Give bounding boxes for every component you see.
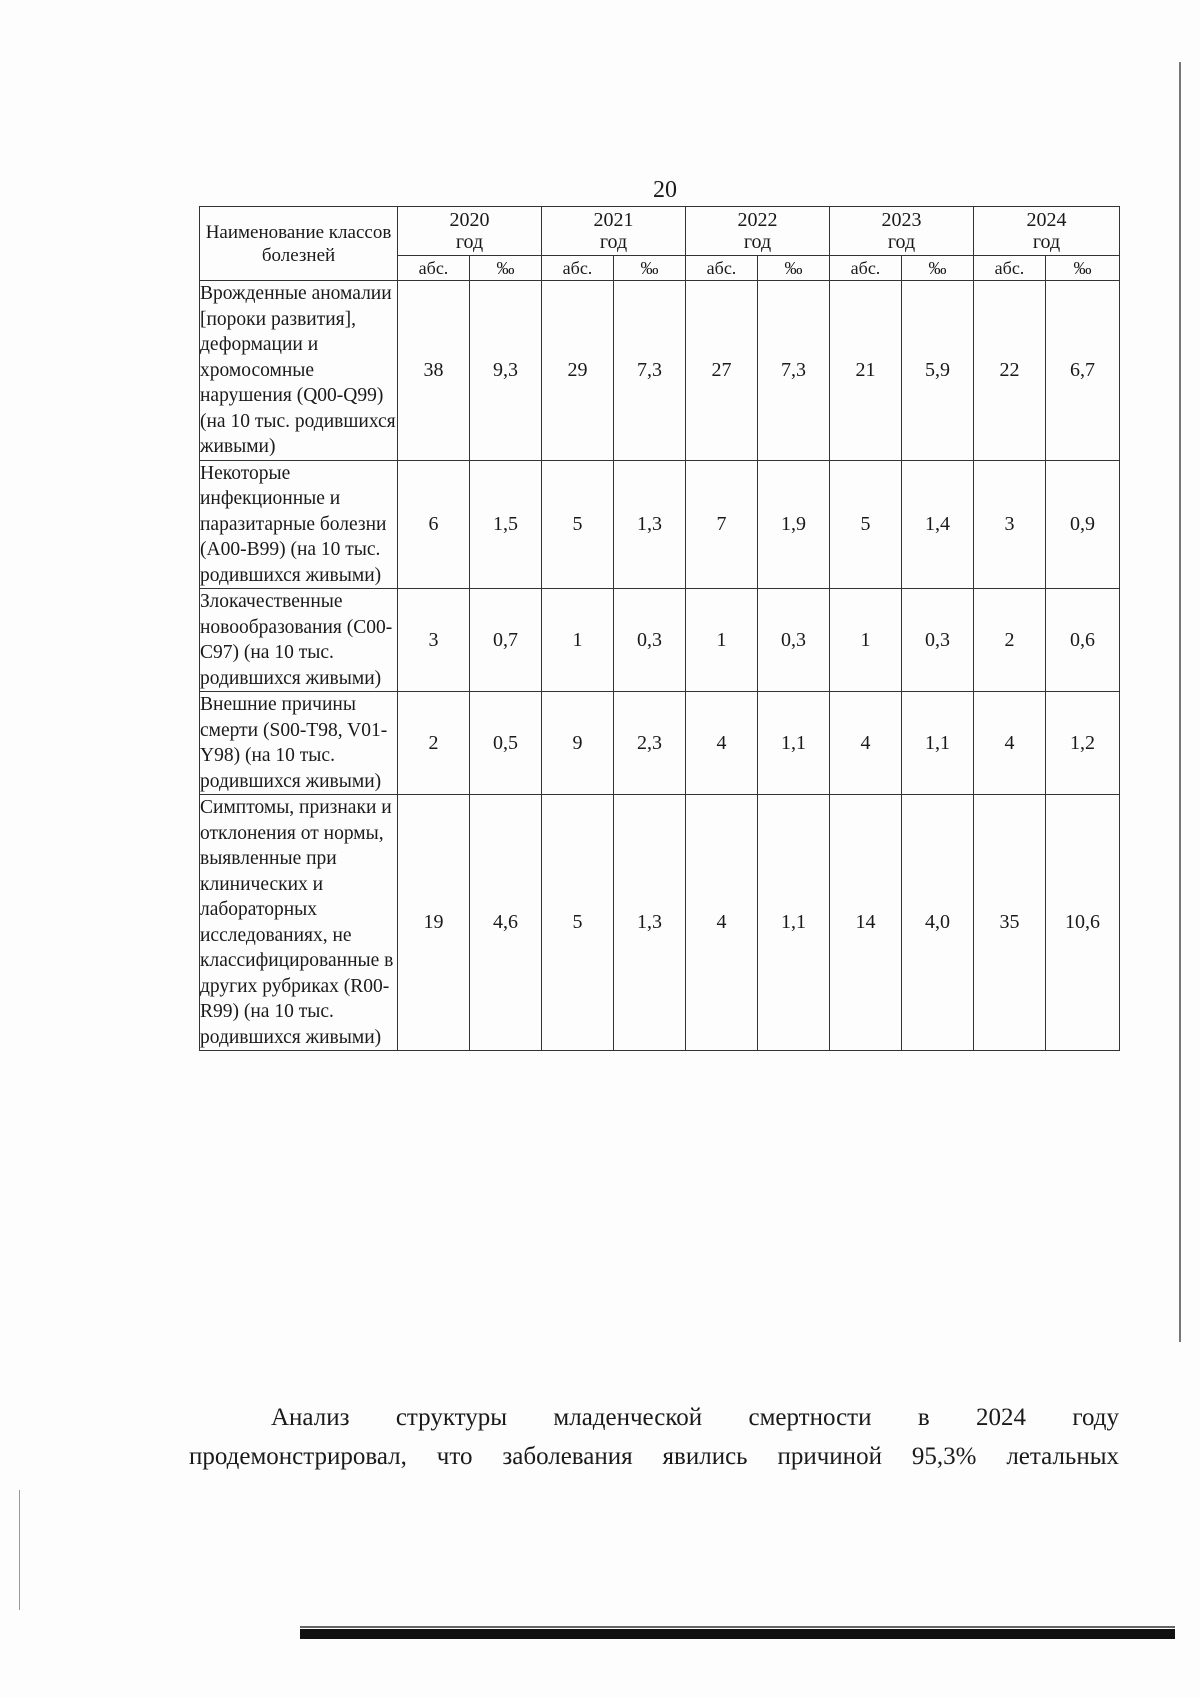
value-abs: 9 — [542, 692, 614, 795]
scan-bottom-bar — [300, 1629, 1175, 1639]
value-abs: 7 — [686, 460, 758, 589]
value-rate: 0,3 — [902, 589, 974, 692]
scan-bottom-line — [300, 1626, 1175, 1628]
table-header-row — [200, 207, 1120, 256]
year-label: 2020 — [449, 209, 490, 231]
value-rate: 1,5 — [470, 460, 542, 589]
value-rate: 0,7 — [470, 589, 542, 692]
value-abs: 1 — [830, 589, 902, 692]
value-rate: 6,7 — [1046, 281, 1120, 461]
column-header-year — [542, 207, 686, 256]
subheader-abs: абс. — [686, 256, 758, 281]
value-abs: 22 — [974, 281, 1046, 461]
scan-edge-line-left — [19, 1490, 20, 1610]
value-rate: 7,3 — [758, 281, 830, 461]
value-rate: 1,3 — [614, 795, 686, 1051]
value-abs: 1 — [686, 589, 758, 692]
value-abs: 35 — [974, 795, 1046, 1051]
value-abs: 4 — [974, 692, 1046, 795]
subheader-abs: абс. — [830, 256, 902, 281]
disease-class-name: Некоторые инфекционные и паразитарные болезни (A00-B99) (на 10 тыс. родившихся живыми) — [200, 460, 398, 589]
value-rate: 0,3 — [758, 589, 830, 692]
disease-class-name: Злокачественные новообразования (C00-C97) (на 10 тыс. родившихся живыми) — [200, 589, 398, 692]
column-header-year — [974, 207, 1120, 256]
disease-class-name: Внешние причины смерти (S00-T98, V01-Y98) (на 10 тыс. родившихся живыми) — [200, 692, 398, 795]
year-label: 2023 — [881, 209, 922, 231]
value-abs: 3 — [974, 460, 1046, 589]
value-abs: 1 — [542, 589, 614, 692]
value-abs: 2 — [398, 692, 470, 795]
subheader-rate: ‰ — [1046, 256, 1120, 281]
page-number: 20 — [653, 177, 677, 203]
table-row — [200, 589, 1120, 692]
value-rate: 4,0 — [902, 795, 974, 1051]
year-label: 2021 — [593, 209, 634, 231]
body-paragraph — [189, 1398, 1119, 1476]
subheader-abs: абс. — [542, 256, 614, 281]
year-unit: год — [599, 231, 628, 253]
value-abs: 38 — [398, 281, 470, 461]
value-abs: 27 — [686, 281, 758, 461]
paragraph-line-2: продемонстрировал, что заболевания явились причиной 95,3% летальных — [189, 1443, 1119, 1470]
value-rate: 1,1 — [902, 692, 974, 795]
subheader-rate: ‰ — [614, 256, 686, 281]
value-abs: 4 — [830, 692, 902, 795]
value-abs: 4 — [686, 692, 758, 795]
disease-class-name: Врожденные аномалии [пороки развития], деформации и хромосомные нарушения (Q00-Q99) (на 10 тыс. родившихся живыми) — [200, 281, 398, 461]
disease-class-name: Симптомы, признаки и отклонения от нормы, выявленные при клинических и лабораторных исследованиях, не классифицированные в других рубриках (R00-R99) (на 10 тыс. родившихся живыми) — [200, 795, 398, 1051]
value-abs: 29 — [542, 281, 614, 461]
year-unit: год — [455, 231, 484, 253]
table-row — [200, 795, 1120, 1051]
value-abs: 3 — [398, 589, 470, 692]
value-rate: 7,3 — [614, 281, 686, 461]
table-row — [200, 460, 1120, 589]
value-rate: 1,9 — [758, 460, 830, 589]
value-abs: 2 — [974, 589, 1046, 692]
value-rate: 1,1 — [758, 795, 830, 1051]
paragraph-line-1: Анализ структуры младенческой смертности в 2024 году — [271, 1404, 1119, 1431]
column-header-year — [398, 207, 542, 256]
year-unit: год — [743, 231, 772, 253]
column-header-year — [830, 207, 974, 256]
value-rate: 9,3 — [470, 281, 542, 461]
value-abs: 14 — [830, 795, 902, 1051]
column-header-year — [686, 207, 830, 256]
value-rate: 0,5 — [470, 692, 542, 795]
value-rate: 0,3 — [614, 589, 686, 692]
value-abs: 21 — [830, 281, 902, 461]
value-abs: 5 — [542, 795, 614, 1051]
subheader-rate: ‰ — [470, 256, 542, 281]
value-abs: 5 — [542, 460, 614, 589]
subheader-abs: абс. — [974, 256, 1046, 281]
value-rate: 5,9 — [902, 281, 974, 461]
year-unit: год — [887, 231, 916, 253]
value-abs: 5 — [830, 460, 902, 589]
value-rate: 1,3 — [614, 460, 686, 589]
value-rate: 1,2 — [1046, 692, 1120, 795]
value-rate: 0,6 — [1046, 589, 1120, 692]
column-header-name: Наименование классов болезней — [200, 207, 398, 281]
value-rate: 10,6 — [1046, 795, 1120, 1051]
table-row — [200, 281, 1120, 461]
mortality-table — [199, 206, 1120, 1051]
year-label: 2024 — [1026, 209, 1067, 231]
value-rate: 1,1 — [758, 692, 830, 795]
value-rate: 1,4 — [902, 460, 974, 589]
subheader-rate: ‰ — [758, 256, 830, 281]
subheader-rate: ‰ — [902, 256, 974, 281]
subheader-abs: абс. — [398, 256, 470, 281]
year-label: 2022 — [737, 209, 778, 231]
scan-edge-line — [1179, 62, 1181, 1342]
value-abs: 6 — [398, 460, 470, 589]
year-unit: год — [1032, 231, 1061, 253]
value-rate: 2,3 — [614, 692, 686, 795]
table-row — [200, 692, 1120, 795]
value-rate: 4,6 — [470, 795, 542, 1051]
value-abs: 4 — [686, 795, 758, 1051]
value-rate: 0,9 — [1046, 460, 1120, 589]
value-abs: 19 — [398, 795, 470, 1051]
